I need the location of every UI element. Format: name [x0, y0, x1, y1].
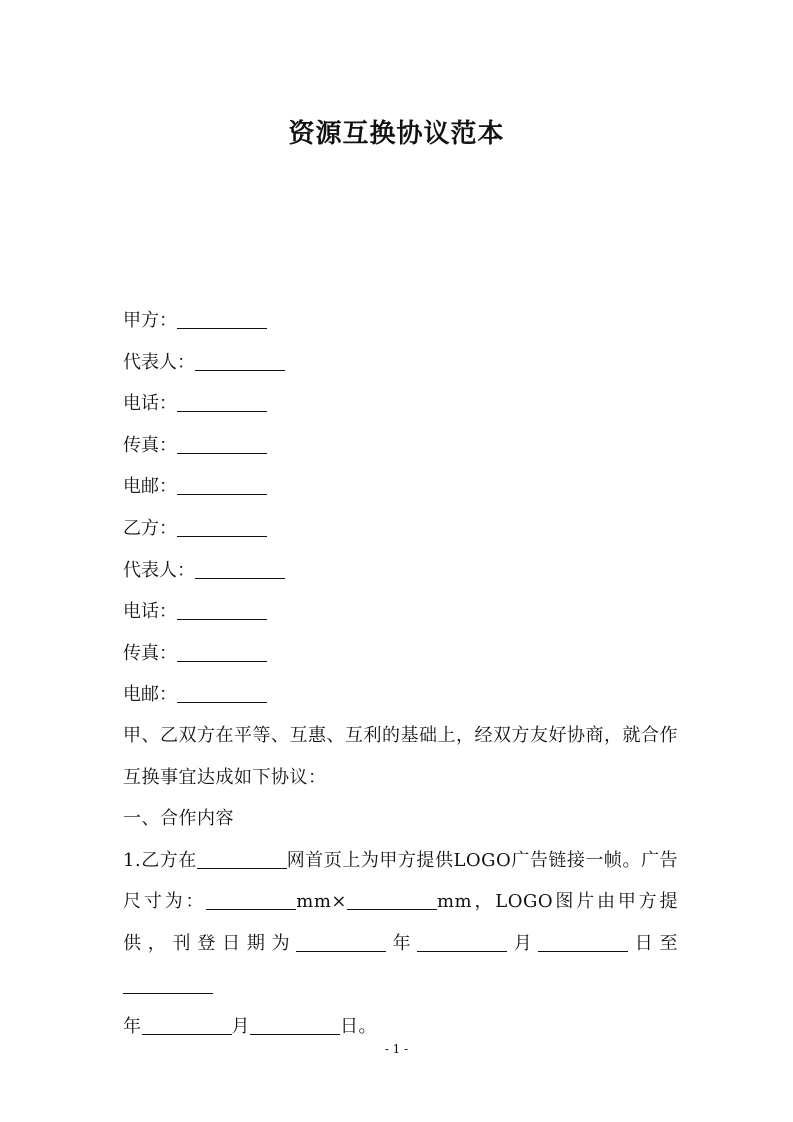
clause-1-start-day-blank: [538, 933, 628, 952]
party-b-phone-blank: [177, 601, 267, 620]
clause-1-part-10: 日。: [340, 1016, 377, 1038]
clause-1-width-blank: [206, 891, 296, 910]
party-a-representative-line: [123, 342, 683, 384]
party-a-phone-label: 电话：: [123, 393, 177, 415]
party-b-phone-label: 电话：: [123, 601, 177, 623]
party-a-fax-label: 传真：: [123, 434, 177, 456]
party-a-representative-label: 代表人：: [123, 351, 195, 373]
page-number: - 1 -: [384, 1042, 409, 1056]
party-b-phone-line: [123, 591, 683, 633]
party-a-line: [123, 300, 683, 342]
clause-1-part-5: 年: [386, 932, 418, 954]
party-b-fax-label: 传真：: [123, 642, 177, 664]
clause-1-part-7: 日至: [628, 932, 679, 954]
party-b-fax-line: [123, 633, 683, 675]
agreement-body: [123, 715, 678, 1048]
party-a-phone-line: [123, 383, 683, 425]
party-b-line: [123, 508, 683, 550]
section-1-heading: 一、合作内容: [123, 808, 234, 830]
clause-1-part-9: 月: [231, 1016, 250, 1038]
party-b-representative-blank: [195, 560, 285, 579]
party-b-blank: [177, 518, 267, 537]
clause-1-paragraph: [123, 840, 678, 1048]
clause-1-part-4: mm，LOGO图片由甲方提供，刊登日期为: [123, 891, 678, 954]
clause-1-site-blank: [197, 850, 287, 869]
party-b-representative-label: 代表人：: [123, 559, 195, 581]
clause-1-start-year-blank: [296, 933, 386, 952]
clause-1-end-month-blank: [142, 1016, 232, 1035]
document-title: 资源互换协议范本: [288, 119, 505, 149]
party-info-block: [123, 300, 683, 716]
clause-1-start-month-blank: [417, 933, 507, 952]
party-a-blank: [177, 310, 267, 329]
party-b-email-label: 电邮：: [123, 684, 177, 706]
party-b-email-line: [123, 674, 683, 716]
clause-1-height-blank: [347, 891, 437, 910]
clause-1-part-8: 年: [123, 1016, 142, 1038]
clause-1-end-day-blank: [250, 1016, 340, 1035]
party-b-label: 乙方：: [123, 517, 177, 539]
party-a-email-label: 电邮：: [123, 476, 177, 498]
party-a-email-blank: [177, 476, 267, 495]
party-b-representative-line: [123, 550, 683, 592]
party-a-phone-blank: [177, 393, 267, 412]
intro-paragraph: 甲、乙双方在平等、互惠、互利的基础上，经双方友好协商，就合作互换事宜达成如下协议：: [123, 725, 678, 788]
party-a-fax-blank: [177, 435, 267, 454]
clause-1-end-year-blank: [123, 975, 213, 994]
clause-1-part-1: 1.乙方在: [123, 849, 197, 871]
party-a-representative-blank: [195, 352, 285, 371]
party-b-email-blank: [177, 684, 267, 703]
clause-1-part-2: 网首页上为甲方提供LOGO广告链接一帧。广告尺寸为：: [123, 849, 678, 913]
party-b-fax-blank: [177, 643, 267, 662]
party-a-fax-line: [123, 425, 683, 467]
party-a-email-line: [123, 466, 683, 508]
clause-1-part-6: 月: [507, 932, 539, 954]
clause-1-part-3: mm×: [296, 891, 347, 913]
party-a-label: 甲方：: [123, 310, 177, 331]
